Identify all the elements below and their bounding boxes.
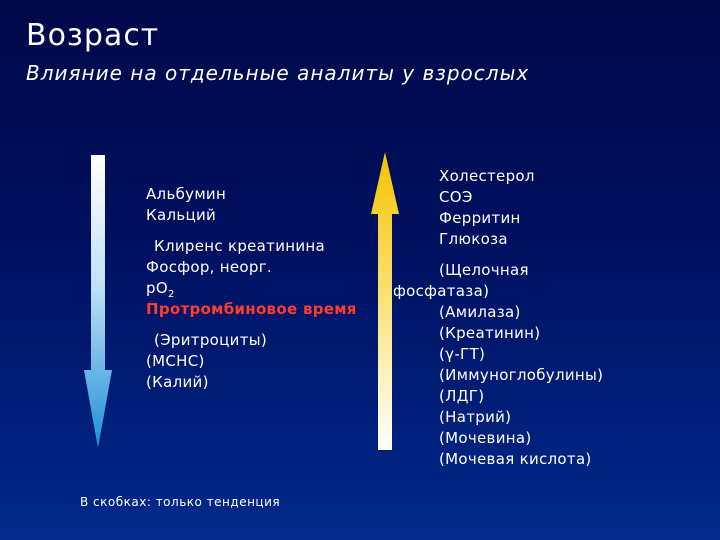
list-item: (MCHC): [146, 352, 205, 370]
list-item: Кальций: [146, 206, 217, 224]
list-item: Глюкоза: [439, 230, 508, 248]
list-item: (Щелочная: [439, 261, 529, 279]
list-item: (Натрий): [439, 408, 512, 426]
list-item: Холестерол: [439, 167, 535, 185]
list-item: СОЭ: [439, 188, 473, 206]
list-item: (Амилаза): [439, 303, 521, 321]
down-arrow-icon: [82, 155, 114, 450]
increase-list: [393, 166, 604, 470]
list-item: Ферритин: [439, 209, 521, 227]
list-item: (γ-ГТ): [439, 345, 486, 363]
list-item-po2: $pO_2$: [146, 279, 175, 300]
list-item: (Мочевина): [439, 429, 532, 447]
up-arrow-icon: [369, 152, 401, 452]
list-item: (Калий): [146, 373, 209, 391]
decrease-list: [146, 184, 357, 393]
list-item: (Креатинин): [439, 324, 541, 342]
list-item: (Эритроциты): [154, 331, 268, 349]
page-title: Возраст: [26, 18, 160, 53]
list-item: (ЛДГ): [439, 387, 485, 405]
list-item-highlight: Протромбиновое время: [146, 300, 357, 318]
list-item: (Иммуноглобулины): [439, 366, 604, 384]
list-item: Фосфор, неорг.: [146, 258, 272, 276]
list-item: (Мочевая кислота): [439, 450, 592, 468]
list-item: Клиренс креатинина: [154, 237, 326, 255]
list-item: Альбумин: [146, 185, 227, 203]
page-subtitle: Влияние на отдельные аналиты у взрослых: [26, 61, 530, 85]
list-item: фосфатаза): [393, 282, 490, 300]
footnote: В скобках: только тенденция: [80, 495, 281, 509]
